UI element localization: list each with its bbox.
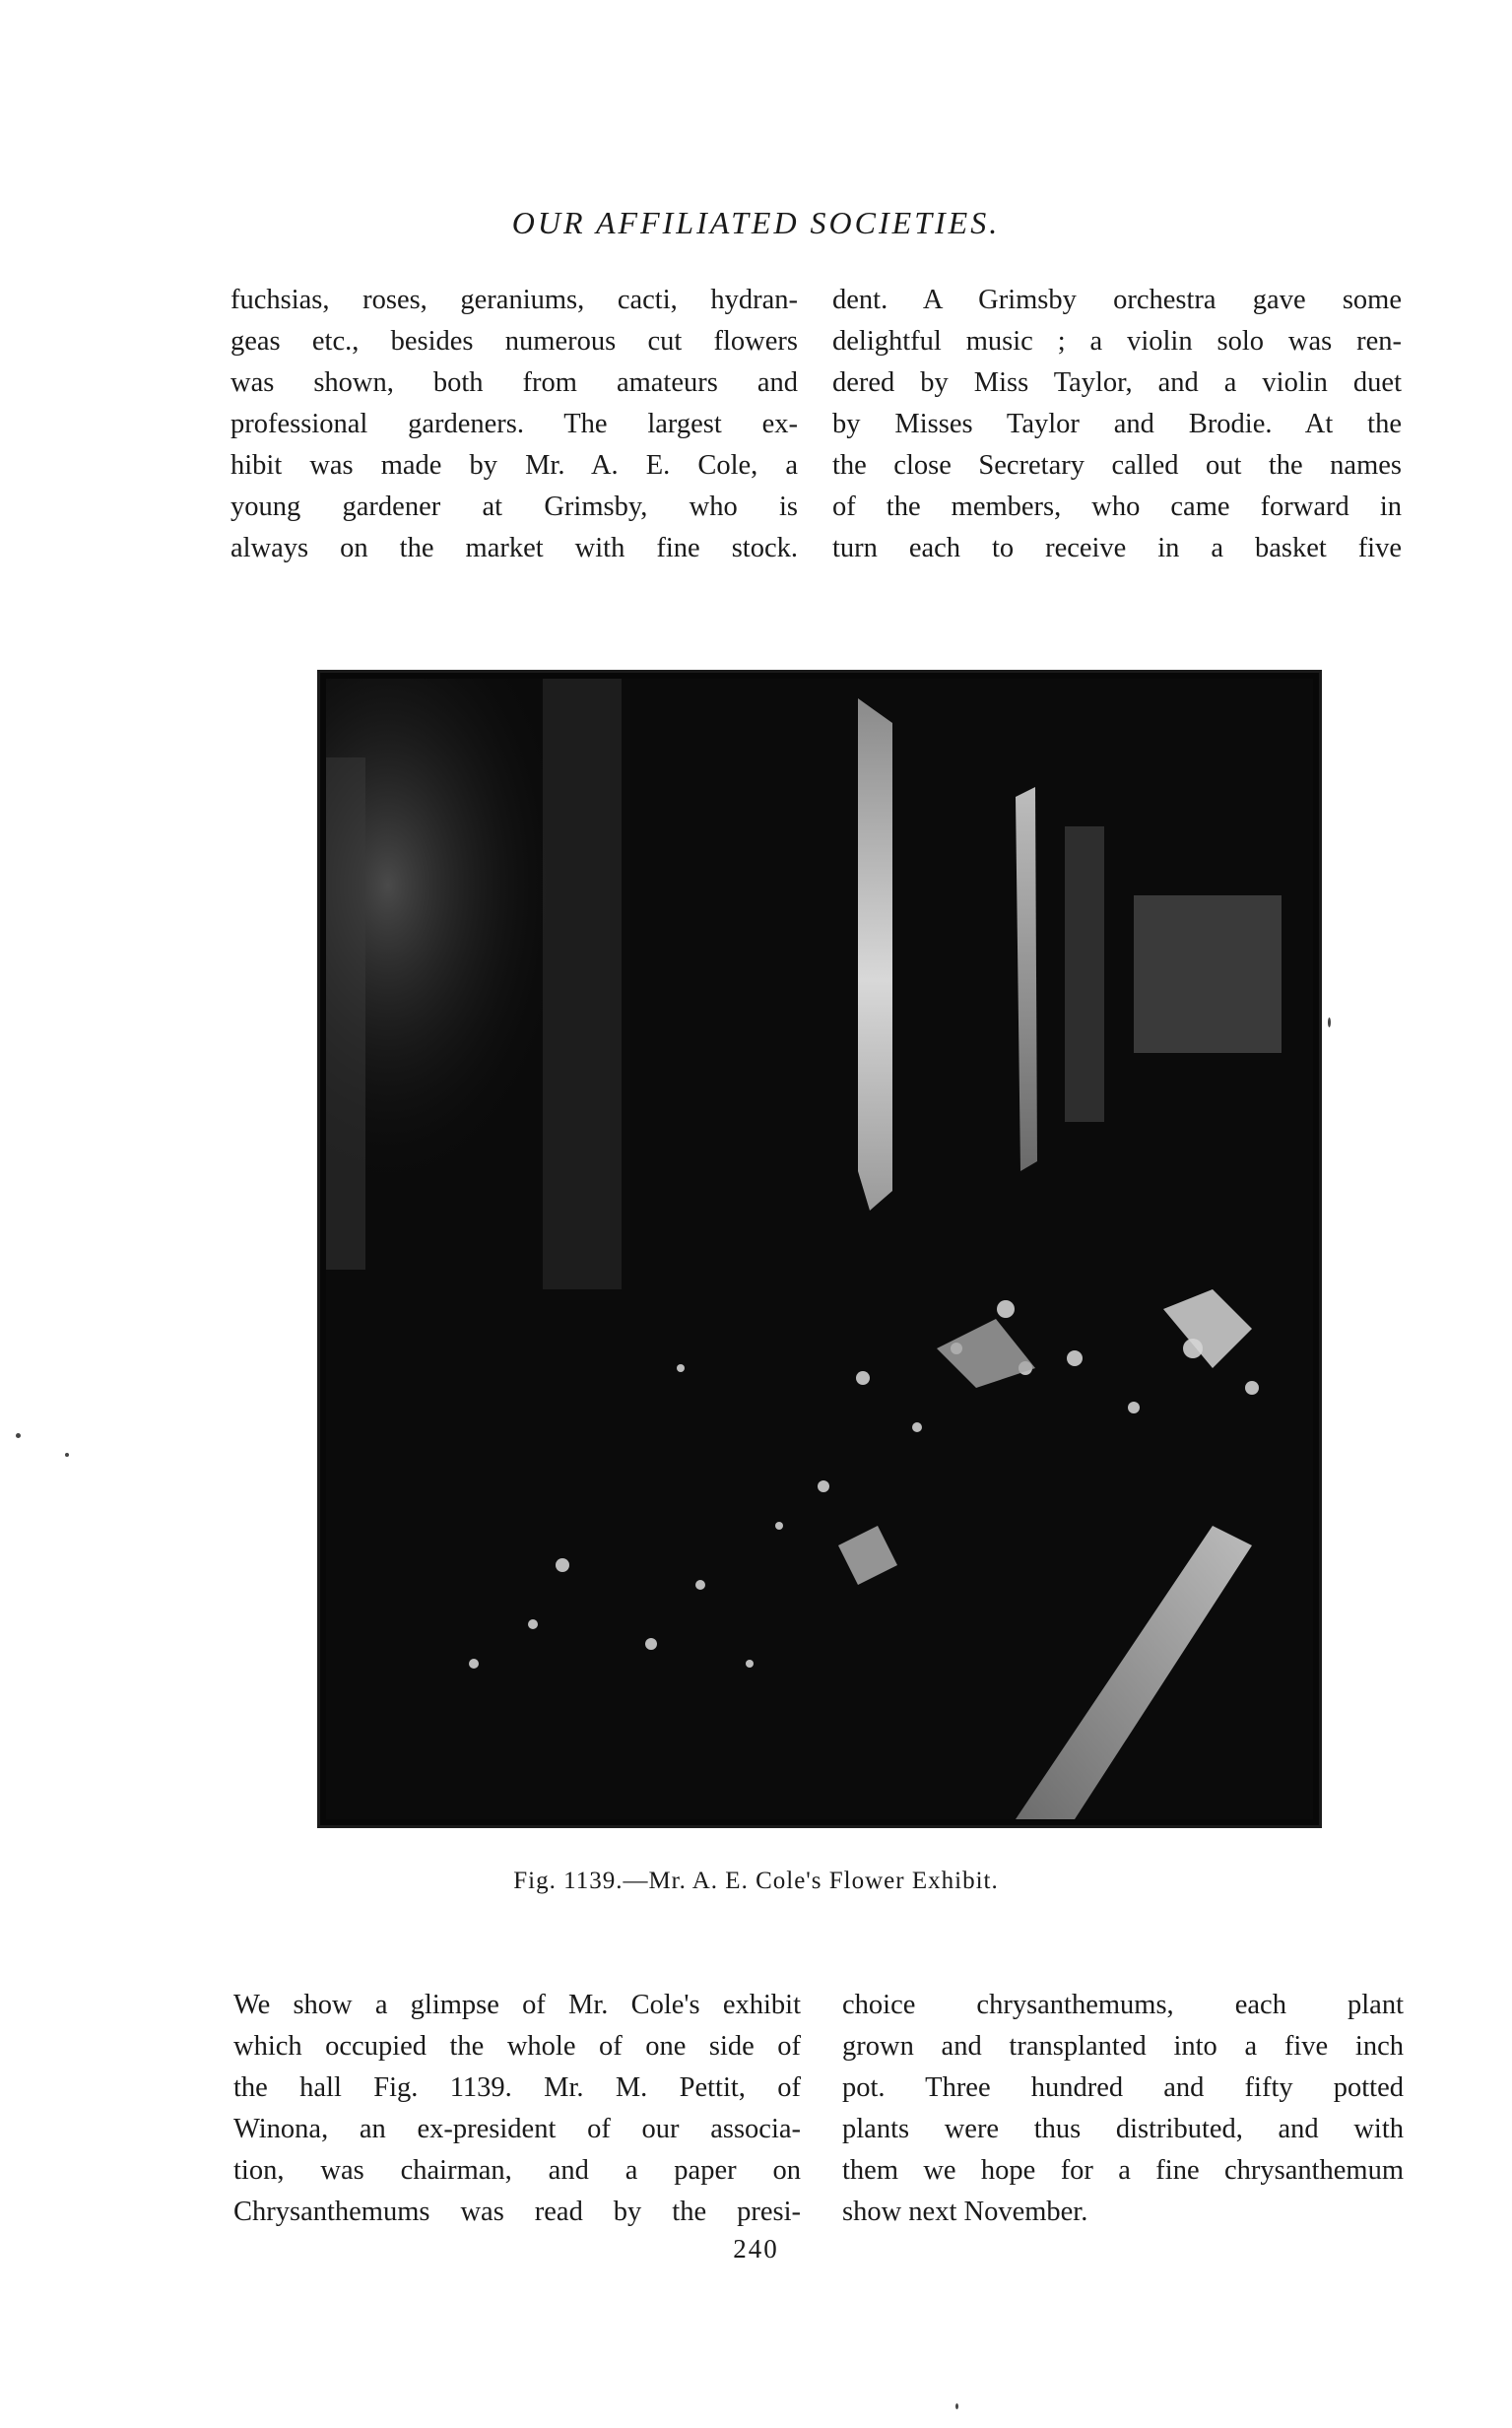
top-left-column xyxy=(230,280,798,569)
bottom-left-column xyxy=(233,1985,801,2233)
text-line: Winona, an ex-president of our associa- xyxy=(233,2114,801,2144)
bottom-right-column xyxy=(842,1985,1404,2233)
text-line: tion, was chairman, and a paper on xyxy=(233,2155,801,2186)
text-line: was shown, both from amateurs and xyxy=(230,367,798,398)
text-line: young gardener at Grimsby, who is xyxy=(230,492,798,522)
text-line: the close Secretary called out the names xyxy=(832,450,1402,481)
top-right-column xyxy=(832,280,1402,569)
print-speck xyxy=(65,1453,69,1457)
text-line: which occupied the whole of one side of xyxy=(233,2031,801,2062)
text-line: by Misses Taylor and Brodie. At the xyxy=(832,409,1402,439)
text-line: delightful music ; a violin solo was ren- xyxy=(832,326,1402,357)
text-line: them we hope for a fine chrysanthemum xyxy=(842,2155,1404,2186)
text-line: always on the market with fine stock. xyxy=(230,533,798,563)
text-line: geas etc., besides numerous cut flowers xyxy=(230,326,798,357)
print-speck xyxy=(1328,1017,1331,1027)
print-speck xyxy=(955,2403,958,2409)
flower-exhibit-photograph xyxy=(317,670,1322,1828)
text-line: show next November. xyxy=(842,2197,1088,2227)
text-line: dered by Miss Taylor, and a violin duet xyxy=(832,367,1402,398)
text-line: the hall Fig. 1139. Mr. M. Pettit, of xyxy=(233,2072,801,2103)
text-line: fuchsias, roses, geraniums, cacti, hydran- xyxy=(230,285,798,315)
print-speck xyxy=(16,1433,21,1438)
text-line: turn each to receive in a basket five xyxy=(832,533,1402,563)
photograph-image xyxy=(326,679,1313,1819)
text-line: of the members, who came forward in xyxy=(832,492,1402,522)
running-head: OUR AFFILIATED SOCIETIES. xyxy=(511,205,1001,240)
text-line: hibit was made by Mr. A. E. Cole, a xyxy=(230,450,798,481)
text-line: dent. A Grimsby orchestra gave some xyxy=(832,285,1402,315)
text-line: Chrysanthemums was read by the presi- xyxy=(233,2197,801,2227)
text-line: professional gardeners. The largest ex- xyxy=(230,409,798,439)
page-number: 240 xyxy=(733,2234,779,2264)
text-line: grown and transplanted into a five inch xyxy=(842,2031,1404,2062)
text-line: plants were thus distributed, and with xyxy=(842,2114,1404,2144)
text-line: We show a glimpse of Mr. Cole's exhibit xyxy=(233,1990,801,2020)
text-line: pot. Three hundred and fifty potted xyxy=(842,2072,1404,2103)
figure-caption: Fig. 1139.—Mr. A. E. Cole's Flower Exhibit. xyxy=(513,1868,999,1894)
text-line: choice chrysanthemums, each plant xyxy=(842,1990,1404,2020)
